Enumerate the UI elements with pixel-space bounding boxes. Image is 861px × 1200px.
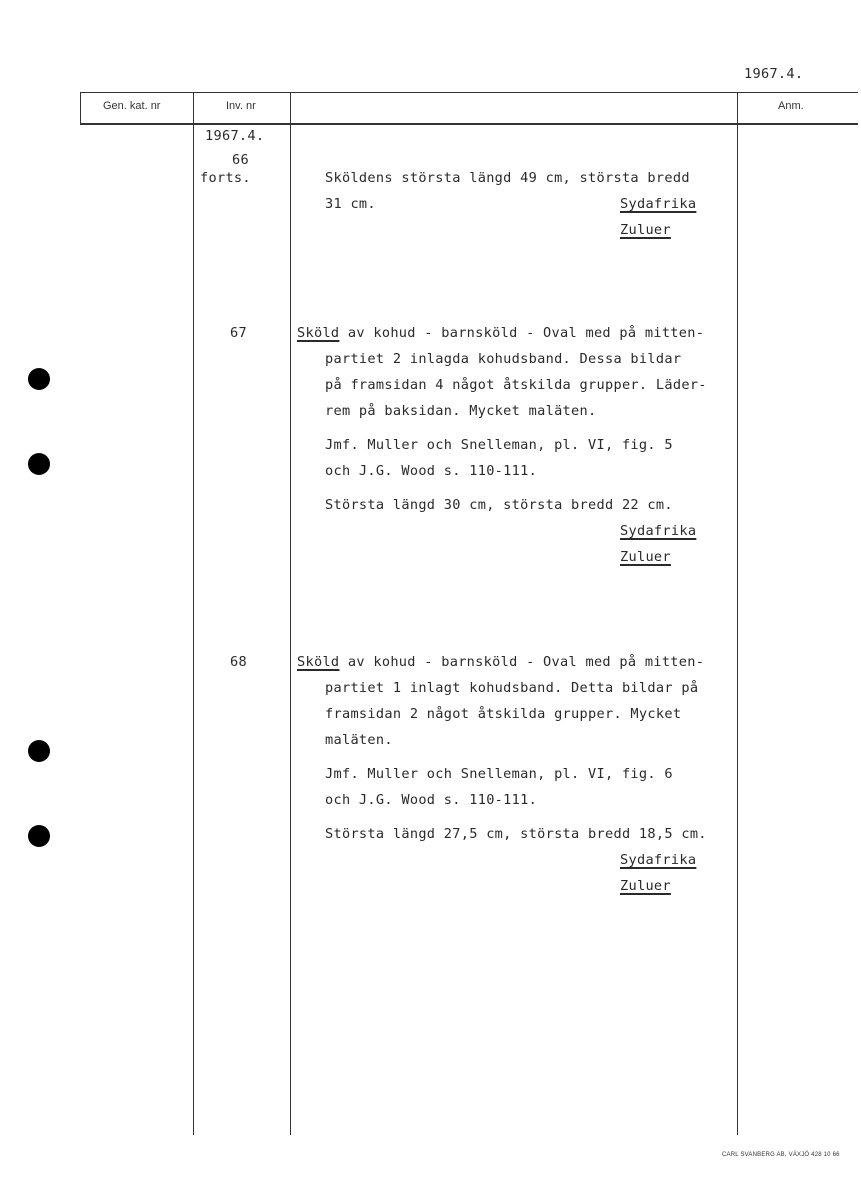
entry-66-region: Sydafrika	[620, 196, 697, 212]
entry-68-title: Sköld	[297, 654, 340, 670]
entry-66-line-1: Sköldens största längd 49 cm, största bredd	[325, 170, 690, 186]
punch-hole-3	[28, 740, 50, 762]
entry-67-size: Största längd 30 cm, största bredd 22 cm.	[325, 497, 673, 513]
entry-68-number: 68	[230, 654, 247, 670]
column-divider-inv	[193, 92, 194, 1135]
entry-67-reference-2: och J.G. Wood s. 110-111.	[325, 463, 538, 479]
column-divider-anm	[737, 92, 738, 1135]
entry-67-line-1-rest: av kohud - barnsköld - Oval med på mitten-	[339, 325, 705, 341]
page-reference: 1967.4.	[744, 66, 804, 82]
header-bottom-rule	[80, 123, 858, 125]
entry-67-people: Zuluer	[620, 549, 671, 565]
printer-footer: CARL SVANBERG AB, VÄXJÖ 428 10 66	[722, 1152, 840, 1158]
punch-hole-4	[28, 825, 50, 847]
entry-66-reference: 1967.4.	[205, 128, 265, 144]
header-anm: Anm.	[778, 100, 804, 112]
entry-68-reference-2: och J.G. Wood s. 110-111.	[325, 792, 538, 808]
header-top-rule	[80, 92, 858, 93]
entry-68-line-3: framsidan 2 något åtskilda grupper. Mycket	[325, 706, 682, 722]
entry-67-region: Sydafrika	[620, 523, 697, 539]
entry-67-title: Sköld	[297, 325, 340, 341]
column-divider-text	[290, 92, 291, 1135]
entry-67-line-3: på framsidan 4 något åtskilda grupper. Läder-	[325, 377, 707, 393]
entry-67-number: 67	[230, 325, 247, 341]
entry-66-line-2: 31 cm.	[325, 196, 376, 212]
entry-67-line-4: rem på baksidan. Mycket maläten.	[325, 403, 597, 419]
entry-68-size: Största längd 27,5 cm, största bredd 18,5 cm.	[325, 826, 707, 842]
entry-68-reference-1: Jmf. Muller och Snelleman, pl. VI, fig. 6	[325, 766, 673, 782]
entry-67-line-2: partiet 2 inlagda kohudsband. Dessa bildar	[325, 351, 682, 367]
entry-66-number: 66	[232, 152, 249, 168]
header-gen-kat-nr: Gen. kat. nr	[103, 100, 161, 112]
entry-68-line-2: partiet 1 inlagt kohudsband. Detta bildar på	[325, 680, 699, 696]
entry-68-region: Sydafrika	[620, 852, 697, 868]
entry-68-line-1-rest: av kohud - barnsköld - Oval med på mitten-	[339, 654, 705, 670]
entry-68-line-1	[297, 654, 704, 670]
entry-66-people: Zuluer	[620, 222, 671, 238]
column-divider-gen-kat	[80, 92, 81, 125]
punch-hole-2	[28, 453, 50, 475]
entry-68-people: Zuluer	[620, 878, 671, 894]
punch-hole-1	[28, 368, 50, 390]
entry-68-line-4: maläten.	[325, 732, 393, 748]
entry-67-reference-1: Jmf. Muller och Snelleman, pl. VI, fig. 5	[325, 437, 673, 453]
entry-67-line-1	[297, 325, 704, 341]
entry-66-continued: forts.	[200, 170, 251, 186]
header-inv-nr: Inv. nr	[226, 100, 256, 112]
